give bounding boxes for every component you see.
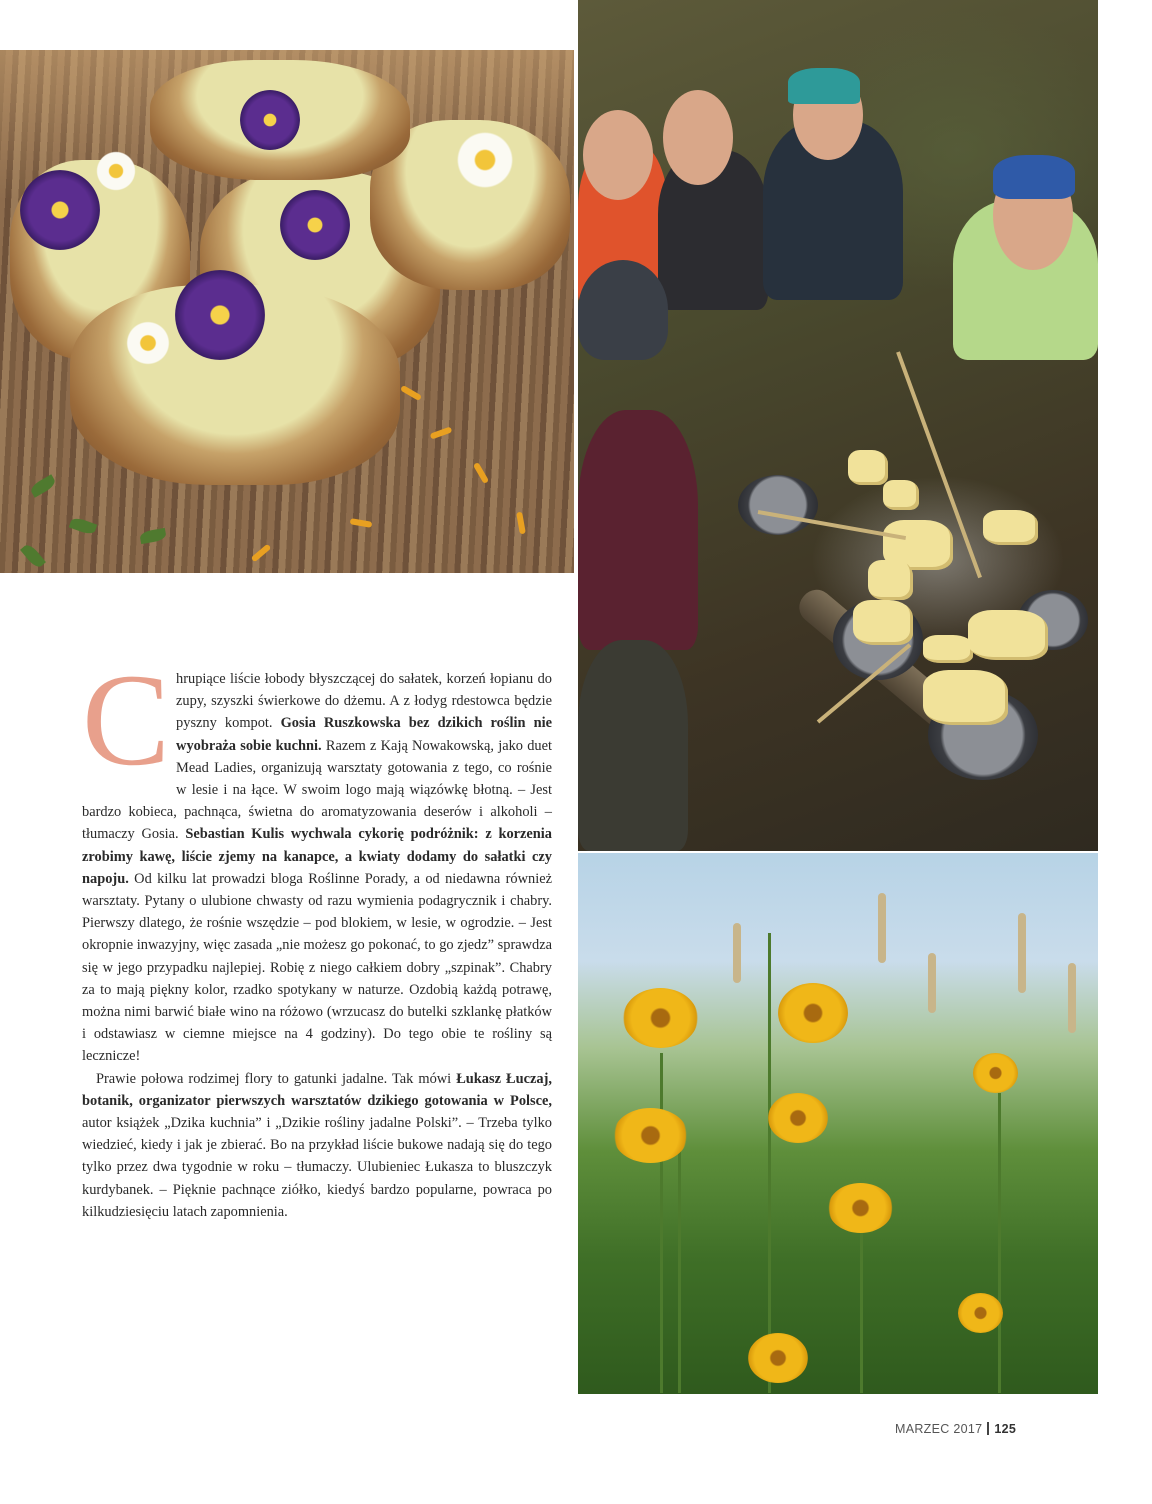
flower-stem (768, 933, 771, 1393)
grass-seed-head (1018, 913, 1026, 993)
footer-separator (987, 1422, 989, 1435)
calendula-petal (473, 462, 489, 484)
calendula-petal (350, 518, 373, 528)
flatbread (923, 635, 973, 663)
photo-bread-with-edible-flowers (0, 50, 574, 573)
flower-stem (998, 1093, 1001, 1393)
herb-leaf (20, 542, 46, 570)
daisy-flower (125, 320, 171, 366)
article-bold-run: Sebastian Kulis wychwala cykorię podróżnik: z korzenia zrobimy kawę, liście zjemy na kanapce, a kwiaty dodamy do sałatki czy napoju. (82, 826, 552, 887)
flatbread (853, 600, 913, 645)
page-footer (895, 1422, 1016, 1436)
photo-forest-cooking-workshop (578, 0, 1098, 851)
yellow-wildflower (623, 988, 698, 1048)
grass-seed-head (878, 893, 886, 963)
calendula-petal (516, 512, 526, 535)
person-head (583, 110, 653, 200)
article-text-run: Od kilku lat prowadzi bloga Roślinne Porady, a od niedawna również warsztaty. Pytany o ulubione chwasty od razu wymienia podagrycznik i chabry. Pierwszy dlatego, że rośnie wszędzie – pod blokiem, w lesie, w ogrodzie. – Jest okropnie inwazyjny, więc zasada „nie możesz go pokonać, to go zjedz” sprawdza się w jego przypadku najlepiej. Robię z niego całkiem dobry „szpinak”. Chabry za to mają piękny kolor, rzadko spotykany w naturze. Ozdobią każdą potrawę, można nimi barwić białe wino na różowo (wrzucasz do butelki szklankę płatków i odstawiasz w ciemne miejsce na 4 godziny). Do tego obie te rośliny są lecznicze! (82, 870, 552, 1065)
flatbread (868, 560, 913, 600)
herb-leaf (69, 516, 98, 536)
grass-seed-head (928, 953, 936, 1013)
flower-stem (860, 1213, 863, 1393)
yellow-wildflower (973, 1053, 1018, 1093)
yellow-wildflower (768, 1093, 828, 1143)
pansy-flower (240, 90, 300, 150)
yellow-wildflower (613, 1108, 688, 1163)
yellow-wildflower (958, 1293, 1003, 1333)
calendula-petal (400, 385, 422, 401)
teal-cap (788, 68, 860, 104)
article-text-run: Razem z Kają Nowakowską, jako duet Mead Ladies, organizują warsztaty gotowania z tego, co rośnie w lesie i na łące. W swoim logo mają wiązówkę błotną. – Jest bardzo kobieca, pachnąca, świetna do aromatyzowania deserów i alkoholi – tłumaczy Gosia. (82, 737, 553, 843)
article-text-run: hrupiące liście łobody błyszczącej do sałatek, korzeń łopianu do zupy, szyszki świerkowe do dżemu. A z łodyg rdestowca będzie pyszny kompot. (176, 671, 552, 732)
pansy-flower (20, 170, 100, 250)
yellow-wildflower (748, 1333, 808, 1383)
flower-stem (660, 1053, 663, 1393)
grass-seed-head (1068, 963, 1076, 1033)
flatbread (848, 450, 888, 485)
flower-stem (678, 1143, 681, 1393)
flatbread (883, 480, 919, 510)
person-foreground (578, 640, 688, 851)
article-paragraph (82, 1068, 552, 1223)
frying-pan (738, 475, 818, 535)
person-dark-cap (578, 260, 668, 360)
calendula-petal (430, 426, 453, 439)
person-maroon-pants (578, 410, 698, 650)
drop-cap: C (82, 646, 171, 793)
pansy-flower (175, 270, 265, 360)
yellow-wildflower (828, 1183, 893, 1233)
flatbread (983, 510, 1038, 545)
person-head (663, 90, 733, 185)
page-number: 125 (994, 1422, 1017, 1436)
photo-meadow-wildflowers (578, 853, 1098, 1394)
calendula-petal (251, 544, 272, 563)
flatbread (923, 670, 1008, 725)
pansy-flower (280, 190, 350, 260)
daisy-flower (95, 150, 137, 192)
issue-date: MARZEC 2017 (895, 1422, 983, 1436)
article-bold-run: Gosia Ruszkowska bez dzikich roślin nie wyobraża sobie kuchni. (176, 715, 552, 754)
article-text-run: Prawie połowa rodzimej flory to gatunki jadalne. Tak mówi (96, 1070, 457, 1087)
herb-leaf (29, 474, 58, 497)
herb-leaf (139, 528, 167, 544)
article-bold-run: Łukasz Łuczaj, botanik, organizator pierwszych warsztatów dzikiego gotowania w Polsce, (82, 1070, 552, 1109)
article-text-run: autor książek „Dzika kuchnia” i „Dzikie rośliny jadalne Polski”. – Trzeba tylko wiedzieć, kiedy i jak je zbierać. Bo na przykład liście bukowe nadają się do tego tylko przez dwa tygodnie w roku – tłumaczy. Ulubieniec Łukasza to bluszczyk kurdybanek. – Pięknie pachnące ziółko, kiedyś bardzo popularne, powraca po kilkudziesięciu latach zapomnienia. (82, 1115, 552, 1220)
grass-seed-head (733, 923, 741, 983)
flatbread (968, 610, 1048, 660)
daisy-flower (455, 130, 515, 190)
yellow-wildflower (778, 983, 848, 1043)
blue-bandana (993, 155, 1075, 199)
article-body (82, 646, 553, 1223)
